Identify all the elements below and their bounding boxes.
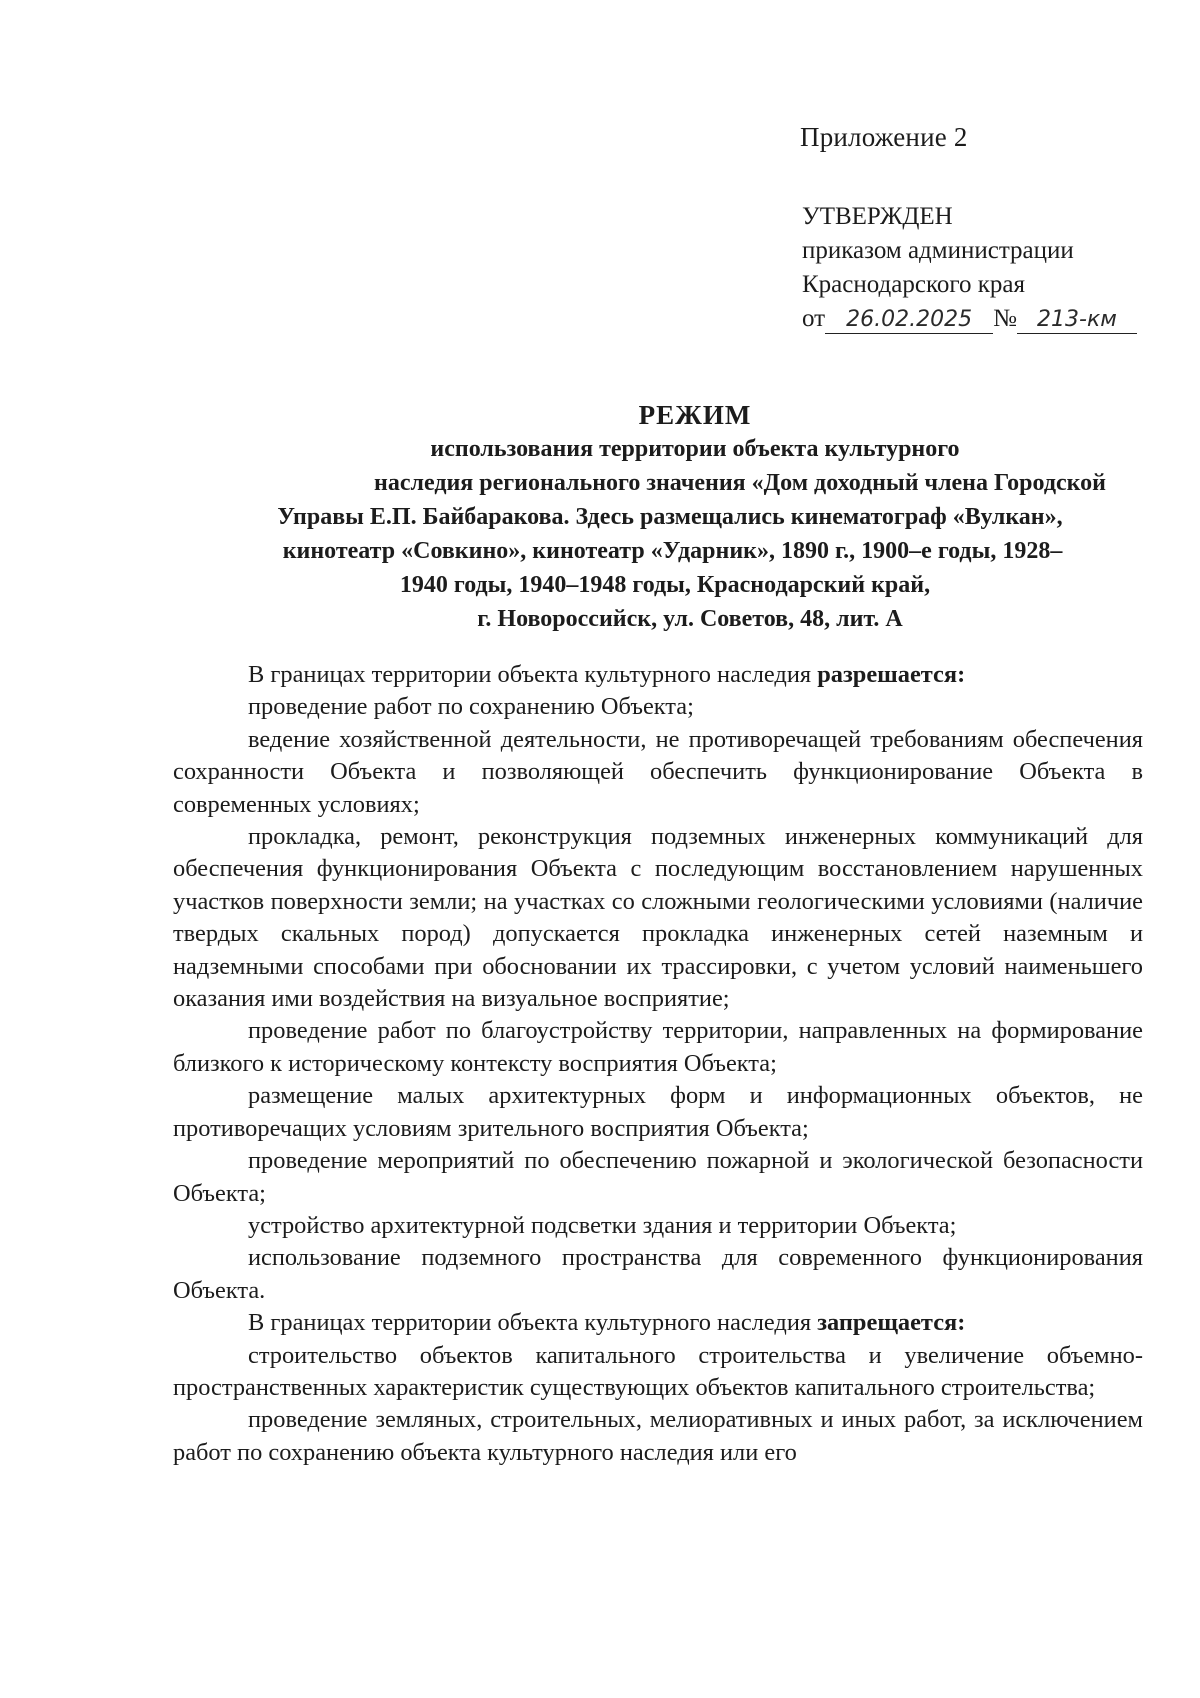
title-line: г. Новороссийск, ул. Советов, 48, лит. А bbox=[477, 606, 903, 632]
list-item: проведение земляных, строительных, мелиоративных и иных работ, за исключением работ по сохранению объекта культурного наследия или его bbox=[173, 1406, 1143, 1466]
title-line: наследия регионального значения «Дом доходный члена Городской bbox=[374, 470, 1106, 496]
title-line: 1940 годы, 1940–1948 годы, Краснодарский край, bbox=[399, 572, 931, 598]
title-subtitle bbox=[190, 432, 1140, 636]
title-main: РЕЖИМ bbox=[638, 400, 752, 430]
document-body bbox=[173, 659, 1143, 1469]
list-item: устройство архитектурной подсветки здания и территории Объекта; bbox=[248, 1211, 957, 1239]
order-date-handwritten: 26.02.2025 bbox=[825, 307, 993, 334]
number-prefix: № bbox=[993, 305, 1017, 332]
allowed-keyword: разрешается: bbox=[817, 661, 966, 688]
forbidden-intro bbox=[173, 1307, 1143, 1339]
approval-stamp bbox=[802, 200, 1137, 336]
title-line: Управы Е.П. Байбаракова. Здесь размещались кинематограф «Вулкан», bbox=[277, 504, 1063, 530]
appendix-label: Приложение 2 bbox=[800, 122, 968, 152]
date-prefix: от bbox=[802, 305, 826, 332]
title-line: использования территории объекта культурного bbox=[430, 436, 960, 462]
list-item: использование подземного пространства для современного функционирования Объекта. bbox=[173, 1244, 1143, 1304]
region-label: Краснодарского края bbox=[802, 271, 1025, 298]
title-line: кинотеатр «Совкино», кинотеатр «Ударник», 1890 г., 1900–е годы, 1928– bbox=[282, 538, 1063, 564]
forbidden-intro-text: В границах территории объекта культурного наследия bbox=[248, 1309, 818, 1337]
list-item: проведение работ по благоустройству территории, направленных на формирование близкого к историческому контексту восприятия Объекта; bbox=[173, 1017, 1143, 1077]
forbidden-keyword: запрещается: bbox=[817, 1309, 966, 1337]
by-order-label: приказом администрации bbox=[802, 237, 1074, 264]
approved-label: УТВЕРЖДЕН bbox=[802, 203, 953, 230]
list-item: проведение мероприятий по обеспечению пожарной и экологической безопасности Объекта; bbox=[173, 1147, 1143, 1207]
list-item: строительство объектов капитального строительства и увеличение объемно-пространственных характеристик существующих объектов капитального строительства; bbox=[173, 1341, 1143, 1401]
list-item: прокладка, ремонт, реконструкция подземных инженерных коммуникаций для обеспечения функционирования Объекта с последующим восстановлением нарушенных участков поверхности земли; на участках со сложными геологическими условиями (наличие твердых скальных пород) допускается прокладка инженерных сетей наземным и надземными способами при обосновании их трассировки, с учетом условий наименьшего оказания ими воздействия на визуальное восприятие; bbox=[173, 823, 1143, 1013]
order-date-line bbox=[802, 302, 1137, 336]
document-title bbox=[190, 398, 1140, 636]
allowed-intro-text: В границах территории объекта культурного наследия bbox=[248, 661, 818, 688]
list-item: размещение малых архитектурных форм и информационных объектов, не противоречащих условиям зрительного восприятия Объекта; bbox=[173, 1082, 1143, 1142]
list-item: проведение работ по сохранению Объекта; bbox=[248, 693, 694, 721]
allowed-intro bbox=[173, 659, 1143, 691]
order-number-handwritten: 213-км bbox=[1017, 307, 1137, 334]
list-item: ведение хозяйственной деятельности, не противоречащей требованиям обеспечения сохранности Объекта и позволяющей обеспечить функционирование Объекта в современных условиях; bbox=[173, 725, 1143, 818]
